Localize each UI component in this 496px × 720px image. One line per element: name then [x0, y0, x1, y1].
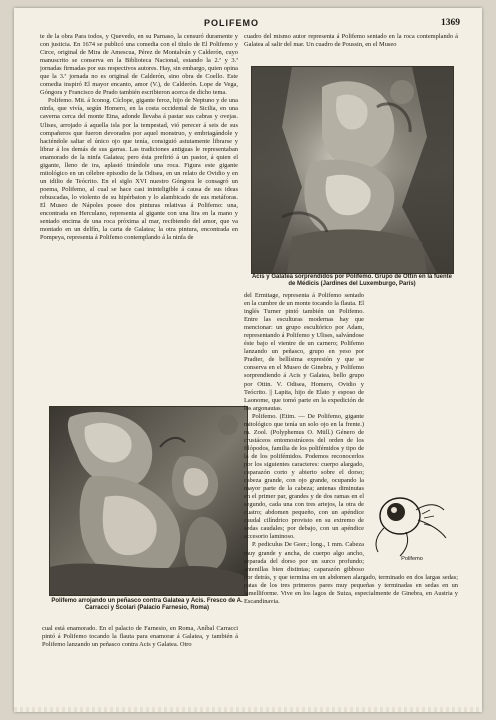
plate-acis-galatea-sculpture [251, 66, 454, 274]
left-column-lower [42, 625, 238, 705]
running-head [14, 18, 482, 34]
paragraph-farnesio: cual está enamorado. En el palacio de Farnesio, en Roma, Aníbal Carracci pintó á Polifemo tocando la flauta para enamorar á Galatea, y también á Polifemo lanzando un peñasco contra Acis y Galatea. Otro [42, 625, 238, 649]
plate-caption: Polifemo arrojando un peñasco contra Galatea y Acis. Fresco de A. Carracci y Scolari (Palacio Farnesio, Roma) [51, 598, 243, 612]
dictionary-page [14, 8, 482, 712]
specimen-caption: Polifemo [401, 556, 423, 562]
fresco-illustration [50, 407, 247, 595]
paragraph-carracci-cont: cuadro del mismo autor representa á Polifemo sentado en la roca contemplando á Galatea al salir del mar. Un cuadro de Poussin, en el Museo [244, 33, 458, 49]
running-head-title: POLIFEMO [204, 18, 259, 28]
paragraph-species-entry: P. pediculus De Geer.; long., 1 mm. Cabeza muy grande y ancha, de cuerpo algo ancho, separada del dorso por un surco profundo; antenillas bien distintas; caparazón gibboso por detrás, y que termina en un abdomen alargado, terminado en dos largas sedas; patas de los tres primeros pares muy pequeñas y terminadas en sedas en un lamelliforme. Vive en los lagos de Suiza, especialmente de Ginebra, en Austria y Escandinavia. [244, 541, 458, 605]
plate-carracci-fresco [49, 406, 248, 596]
plate-caption: Acis y Galatea sorprendidos por Polifemo. Grupo de Ottin en la fuente de Médicis (Jardines del Luxemburgo, París) [251, 274, 453, 288]
paragraph-zoology-entry: Polifemo. (Etim. — De Polifemo, gigante mitológico que tenía un solo ojo en la frente.) m. Zool. (Polyphemus O. Müll.) Género de crustáceos entomostráceos del orden de los filópodos, familia de los polifémidos y tipo de la de los polifémidos. Podemos reconocerlos por los siguientes caracteres: cuerpo alargado, caparazón corto y abierto sobre el dorso; cabeza grande, con ojo grande, ocupando la mayor parte de la cabeza; antenas diminutas en el primer par, grandes y de dos ramas en el segundo, cada una con tres artejos, la otra de cuatro; abdomen pequeño, con un apéndice caudal cilíndrico provisto en su extremo de sedas caudales; por debajo, con un apéndice accesorio laminoso. [244, 412, 364, 541]
page-bottom-edge [14, 707, 482, 712]
sculpture-illustration [252, 67, 453, 273]
right-column-upper [244, 33, 458, 65]
page-number: 1369 [441, 18, 460, 28]
paragraph-polifemo-myth: Polifemo. Mit. á Iconog. Cíclope, gigante feroz, hijo de Neptuno y de una ninfa, que vivía, según Homero, en la costa occidental de Sicilia, en una caverna cerca del monte Etna, adonde llevaba á pastar sus cabras y ovejas. Ulises, arrojado á aquella isla por la tempestad, vió perecer á seis de sus compañeros que fueron devorados por aquel monstruo, y embriagándole y haciéndole saltar el único ojo que tenía, consiguió astutamente librarse y librar á los demás de sus garras. Las tradiciones antiguas le representaban enamorado de la ninfa Galatea; pero ésta prefirió á un pastor, á quien el gigante, lleno de ira, aplastó tirándole una roca. Figura este gigante mitológico en un célebre episodio de la Odisea, en un relato de Ovidio y en un idilio de Teócrito. En el siglo XVI nuestro Góngora le consagró un poema, Polifemo, al cual se hace casi ininteligible á causa de sus ideas rebuscadas, lo violento de su hipérbaton y lo alambicado de sus metáforas. El Museo de Nápoles posee dos pinturas relativas á Polifemo: una, encontrada en Herculano, representa al gigante con una lira en la mano y sentado encima de una roca próxima al mar, recibiendo del amor, que va montado en un delfín, la carta de Galatea; la otra pintura, encontrada en Pompeya, representa á Polifemo contemplando á la ninfa de [40, 97, 238, 242]
crustacean-specimen-illustration [366, 480, 452, 560]
left-column-upper [40, 33, 238, 399]
paragraph-parnaso: te de la obra Para todos, y Quevedo, en su Parnaso, la censuró duramente y con justicia. En 1674 se publicó una comedia con el título de El Polifemo y Circe, original de Mira de Amescua, Pérez de Montalván y Calderón, cuyo manuscrito se conserva en la Biblioteca Nacional, estando la 2.ª y 3.ª jornadas firmadas por sus respectivos autores. Hay, sin embargo, quien opina que la 3.ª jornada no es original de Calderón, sino obra de Coello. Este comedia inspiró El mayor encanto, amor (V.), de Calderón. Lope de Vega, Góngora y Francisco de Prado también escribieron acerca de dicho tema. [40, 33, 238, 97]
paragraph-ermitage: del Ermitage, representa á Polifemo sentado en la cumbre de un monte tocando la flauta. El inglés Turner pintó también un Polifemo. Entre las esculturas modernas hay que mencionar: un grupo escultórico por Adam, representando á Polifemo y Ulises, salvándose éste bajo el vientre de un carnero; Polifemo lanzando un peñasco, grupo en yeso por Pradier, de bellísima expresión y que se conserva en el Museo de Ginebra, y Polifemo sorprendiendo á Acis y Galatea, bello grupo por Ottin. V. Odisea, Homero, Ovidio y Teócrito. || Lapita, hijo de Elato y esposo de Laonome, que tomó parte en la expedición de los argonautas. [244, 292, 364, 412]
